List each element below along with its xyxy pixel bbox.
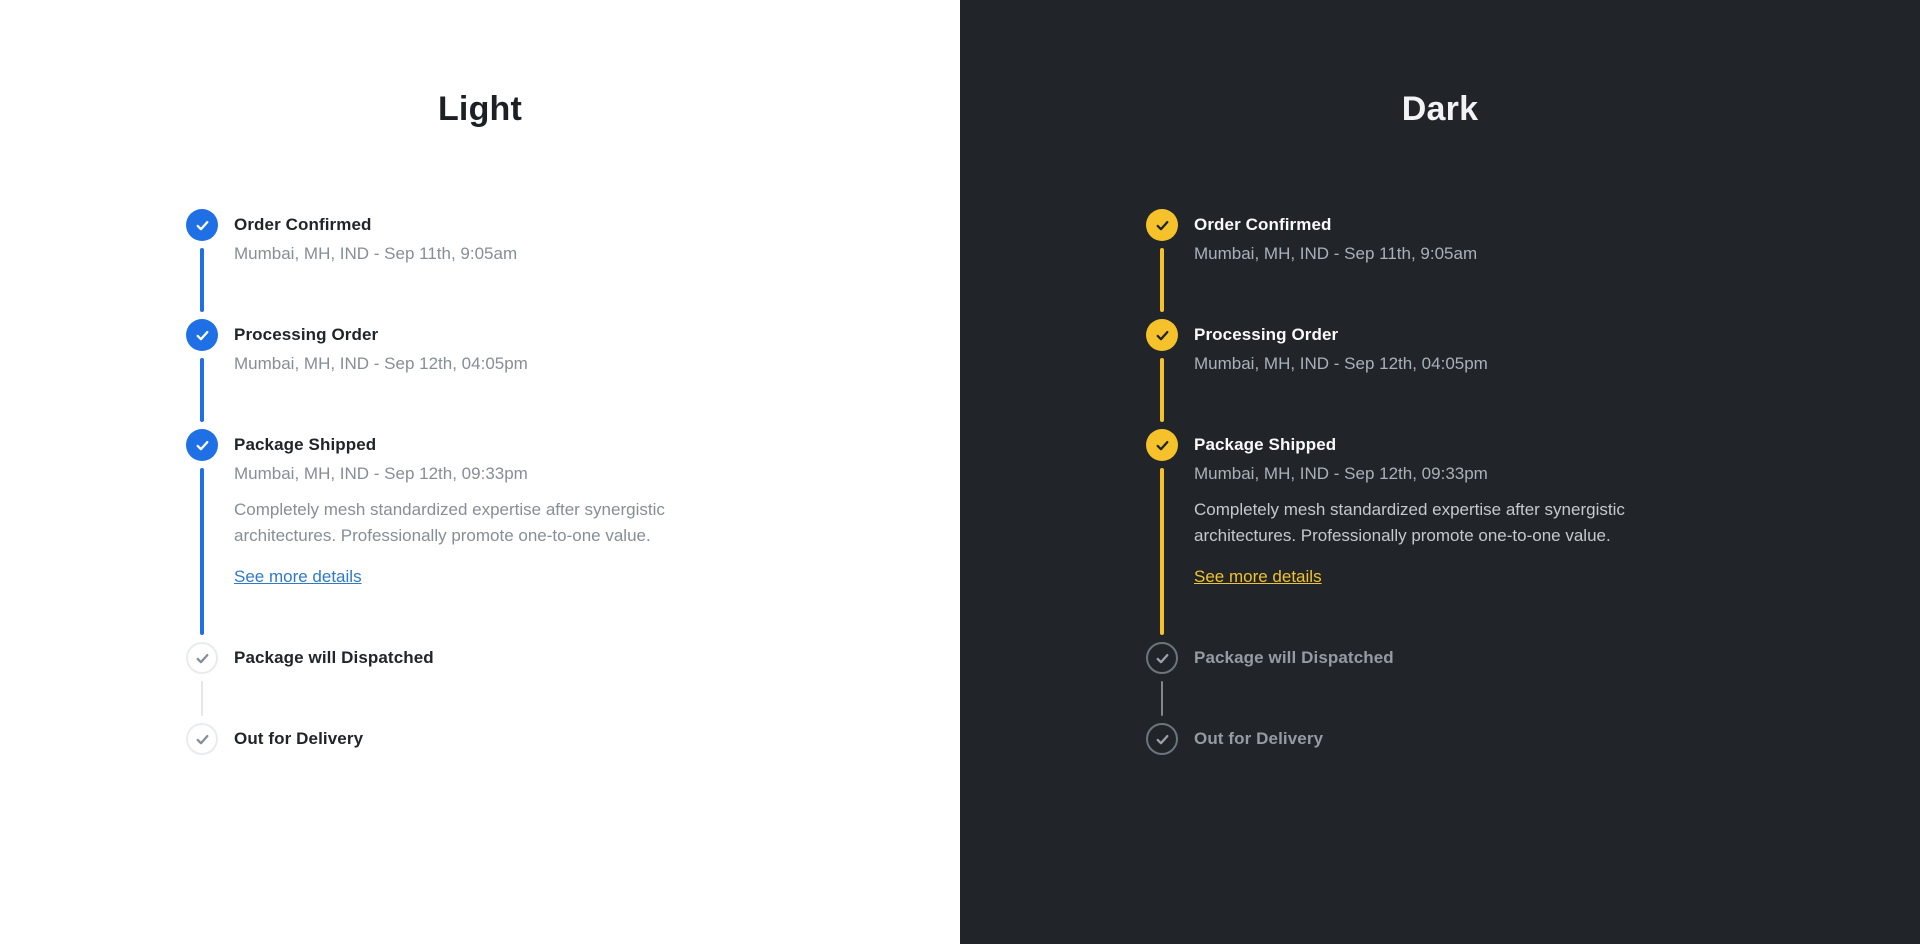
- connector-line: [200, 358, 204, 422]
- step-subtitle: Mumbai, MH, IND - Sep 12th, 04:05pm: [1194, 354, 1488, 373]
- step-subtitle: Mumbai, MH, IND - Sep 12th, 04:05pm: [234, 354, 528, 373]
- step-bullet: [1146, 319, 1178, 351]
- timeline-rail: [186, 319, 218, 429]
- connector-line: [1160, 358, 1164, 422]
- timeline-rail: [186, 429, 218, 642]
- timeline-rail: [1146, 642, 1178, 723]
- step-content: [1194, 723, 1734, 755]
- step-content: [1194, 209, 1734, 319]
- check-icon: [1154, 327, 1171, 344]
- see-more-details-link[interactable]: See more details: [234, 567, 362, 586]
- panel-title-dark: Dark: [1401, 90, 1479, 128]
- step-bullet: [1146, 642, 1178, 674]
- step-title: Order Confirmed: [1194, 215, 1332, 234]
- connector-line: [1160, 468, 1164, 635]
- connector-line: [1160, 248, 1164, 312]
- step-bullet: [1146, 723, 1178, 755]
- timeline-rail: [186, 642, 218, 723]
- timeline-rail: [1146, 319, 1178, 429]
- check-icon: [1154, 437, 1171, 454]
- timeline-rail: [1146, 723, 1178, 755]
- check-icon: [1154, 731, 1171, 748]
- step-title: Package will Dispatched: [234, 648, 434, 667]
- connector-line: [201, 681, 203, 716]
- connector-line: [200, 248, 204, 312]
- check-icon: [194, 327, 211, 344]
- step-subtitle: Mumbai, MH, IND - Sep 12th, 09:33pm: [1194, 464, 1488, 483]
- step-bullet: [186, 642, 218, 674]
- connector-line: [200, 468, 204, 635]
- timeline-step: [1146, 319, 1734, 429]
- step-title: Package will Dispatched: [1194, 648, 1394, 667]
- step-content: [234, 723, 774, 755]
- step-title: Out for Delivery: [1194, 729, 1324, 748]
- step-description: Completely mesh standardized expertise after synergistic architectures. Professionally promote one-to-one value.: [234, 500, 665, 545]
- timeline-rail: [1146, 429, 1178, 642]
- step-title: Processing Order: [1194, 325, 1339, 344]
- step-bullet: [186, 209, 218, 241]
- step-bullet: [186, 319, 218, 351]
- step-content: [234, 642, 774, 723]
- timeline-step: [1146, 209, 1734, 319]
- connector-line: [1161, 681, 1163, 716]
- check-icon: [1154, 217, 1171, 234]
- timeline-step: [186, 642, 774, 723]
- panel-dark: [960, 0, 1920, 944]
- panel-title-light: Light: [437, 90, 523, 128]
- order-timeline-light: [186, 209, 774, 755]
- step-title: Order Confirmed: [234, 215, 372, 234]
- order-timeline-dark: [1146, 209, 1734, 755]
- timeline-step: [1146, 642, 1734, 723]
- step-bullet: [1146, 429, 1178, 461]
- step-bullet: [1146, 209, 1178, 241]
- timeline-rail: [186, 209, 218, 319]
- step-content: [1194, 319, 1734, 429]
- see-more-details-link[interactable]: See more details: [1194, 567, 1322, 586]
- timeline-step: [186, 429, 774, 642]
- timeline-rail: [186, 723, 218, 755]
- check-icon: [194, 217, 211, 234]
- step-content: [234, 319, 774, 429]
- check-icon: [194, 650, 211, 667]
- step-content: [234, 209, 774, 319]
- step-content: [234, 429, 774, 642]
- check-icon: [1154, 650, 1171, 667]
- step-title: Out for Delivery: [234, 729, 364, 748]
- step-title: Processing Order: [234, 325, 379, 344]
- step-subtitle: Mumbai, MH, IND - Sep 11th, 9:05am: [1194, 244, 1478, 263]
- step-bullet: [186, 723, 218, 755]
- timeline-step: [1146, 723, 1734, 755]
- timeline-step: [186, 319, 774, 429]
- step-bullet: [186, 429, 218, 461]
- timeline-rail: [1146, 209, 1178, 319]
- step-subtitle: Mumbai, MH, IND - Sep 12th, 09:33pm: [234, 464, 528, 483]
- step-description: Completely mesh standardized expertise after synergistic architectures. Professionally promote one-to-one value.: [1194, 500, 1625, 545]
- timeline-step: [1146, 429, 1734, 642]
- step-content: [1194, 429, 1734, 642]
- step-subtitle: Mumbai, MH, IND - Sep 11th, 9:05am: [234, 244, 518, 263]
- check-icon: [194, 437, 211, 454]
- step-content: [1194, 642, 1734, 723]
- step-title: Package Shipped: [1194, 435, 1337, 454]
- timeline-step: [186, 209, 774, 319]
- step-title: Package Shipped: [234, 435, 377, 454]
- check-icon: [194, 731, 211, 748]
- timeline-step: [186, 723, 774, 755]
